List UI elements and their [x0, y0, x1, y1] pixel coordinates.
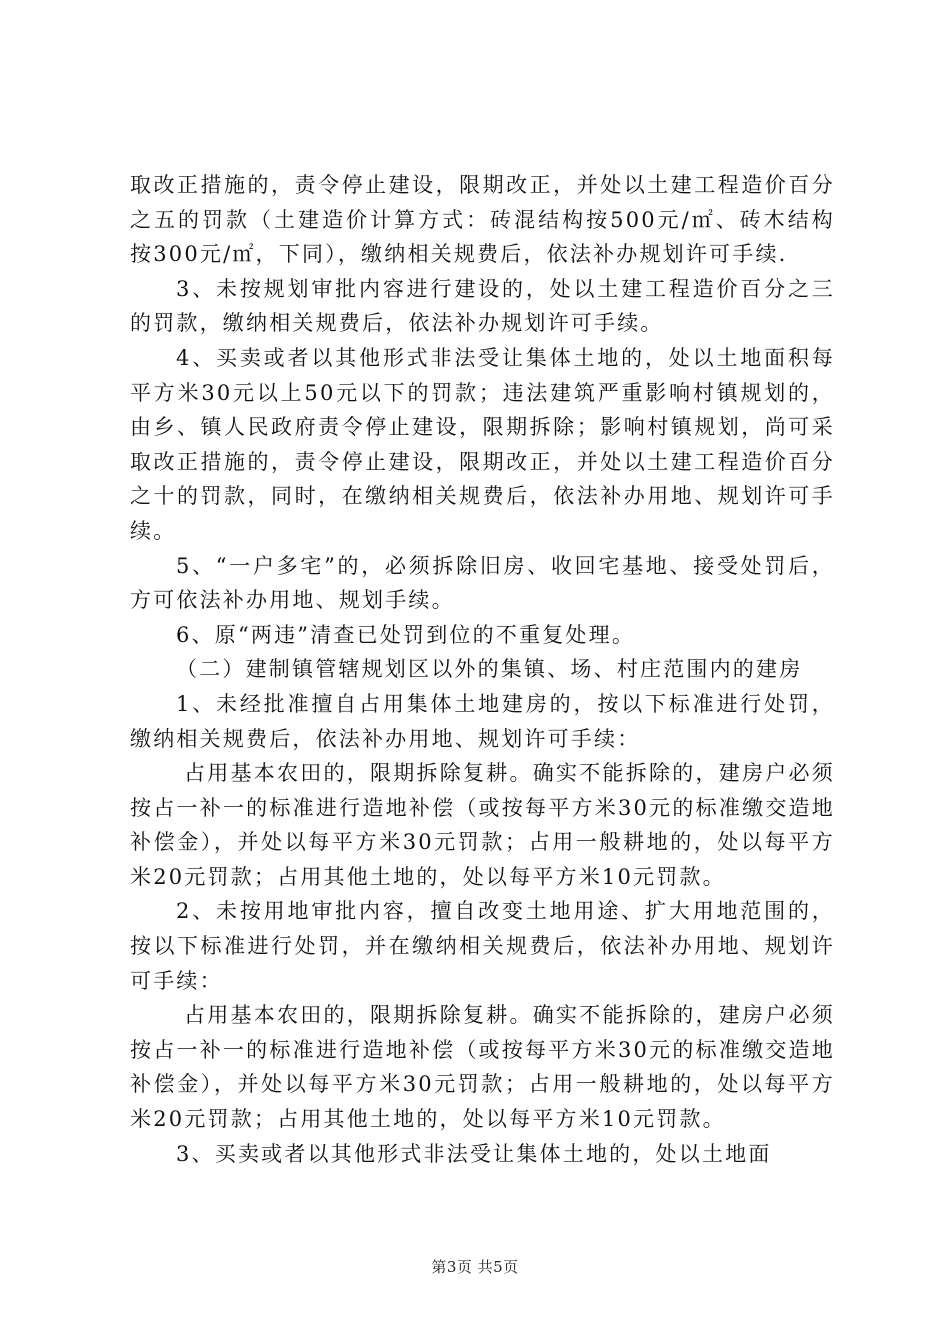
paragraph-section2-item-3: 3、买卖或者以其他形式非法受让集体土地的，处以土地面	[176, 1141, 772, 1166]
paragraph-section2-item-2: 2、未按用地审批内容，擅自改变土地用途、扩大用地范围的，按以下标准进行处罚，并在缴纳相关规费后，依法补办用地、规划许可手续：	[130, 899, 835, 993]
paragraph-item-5: 5、“一户多宅”的，必须拆除旧房、收回宅基地、接受处罚后，方可依法补办用地、规划手续。	[130, 553, 835, 613]
paragraph-section2-item-2-detail: 占用基本农田的，限期拆除复耕。确实不能拆除的，建房户必须按占一补一的标准进行造地补偿（或按每平方米30元的标准缴交造地补偿金），并处以每平方米30元罚款；占用一般耕地的，处以每平方米20元罚款；占用其他土地的，处以每平方米10元罚款。	[130, 1003, 835, 1132]
paragraph-item-3: 3、未按规划审批内容进行建设的，处以土建工程造价百分之三的罚款，缴纳相关规费后，依法补办规划许可手续。	[130, 276, 835, 336]
page-number-label: 第3页 共5页	[431, 1258, 519, 1276]
paragraph-continuation: 取改正措施的，责令停止建设，限期改正，并处以土建工程造价百分之五的罚款（土建造价计算方式：砖混结构按500元/㎡、砖木结构按300元/㎡，下同），缴纳相关规费后，依法补办规划许可手续.	[130, 173, 835, 267]
paragraph-section2-item-1: 1、未经批准擅自占用集体土地建房的，按以下标准进行处罚，缴纳相关规费后，依法补办用地、规划许可手续：	[130, 691, 835, 751]
paragraph-item-4: 4、买卖或者以其他形式非法受让集体土地的，处以土地面积每平方米30元以上50元以下的罚款；违法建筑严重影响村镇规划的，由乡、镇人民政府责令停止建设，限期拆除；影响村镇规划，尚可采取改正措施的，责令停止建设，限期改正，并处以土建工程造价百分之十的罚款，同时，在缴纳相关规费后，依法补办用地、规划许可手续。	[130, 345, 835, 543]
page-footer	[0, 1256, 950, 1277]
paragraph-item-6: 6、原“两违”清查已处罚到位的不重复处理。	[176, 622, 636, 647]
document-body	[130, 168, 835, 1171]
section-heading-2: （二）建制镇管辖规划区以外的集镇、场、村庄范围内的建房	[176, 657, 803, 682]
paragraph-section2-item-1-detail: 占用基本农田的，限期拆除复耕。确实不能拆除的，建房户必须按占一补一的标准进行造地补偿（或按每平方米30元的标准缴交造地补偿金），并处以每平方米30元罚款；占用一般耕地的，处以每平方米20元罚款；占用其他土地的，处以每平方米10元罚款。	[130, 761, 835, 889]
